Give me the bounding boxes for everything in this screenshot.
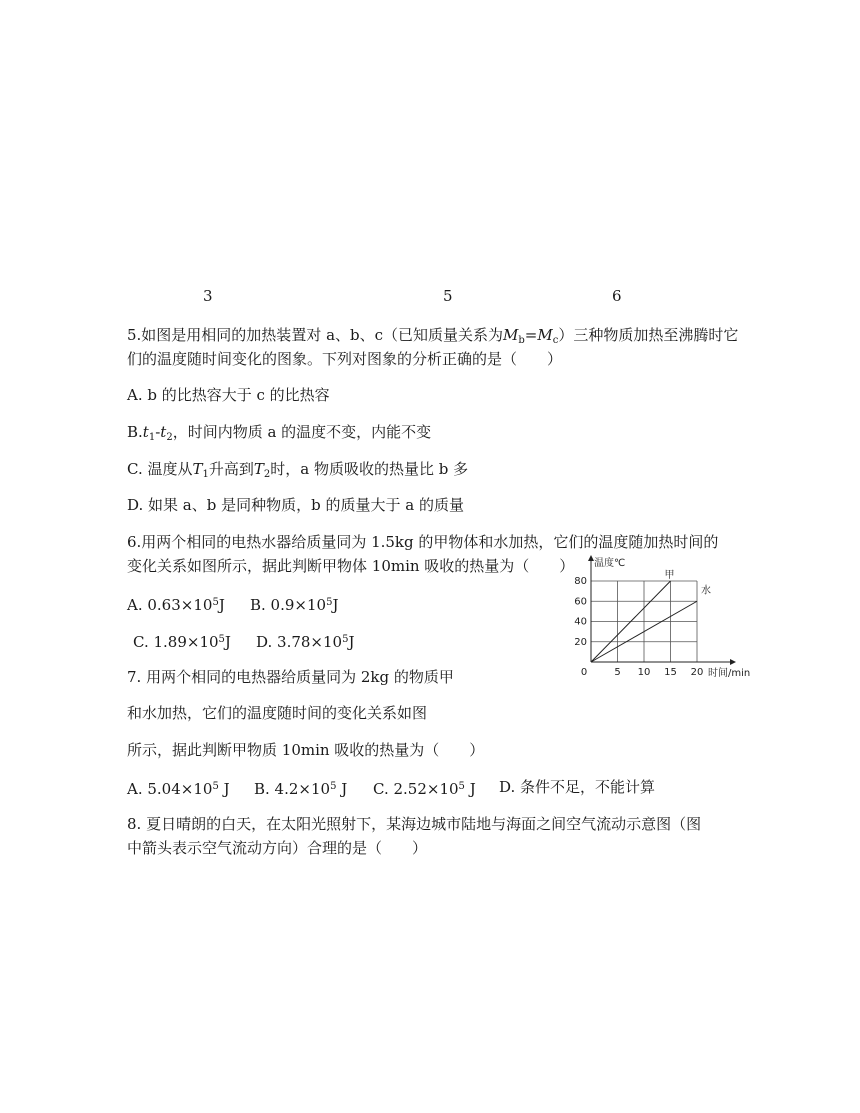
page-number-3: 3 bbox=[203, 287, 213, 305]
x-tick-label: 15 bbox=[664, 667, 677, 678]
q6-stem-line2: 变化关系如图所示，据此判断甲物体 10min 吸收的热量为（ ） bbox=[127, 557, 575, 575]
q6-option-d: D. $3.78\times 10^5J$ bbox=[256, 633, 355, 651]
q5-option-a: A. b 的比热容大于 c 的比热容 bbox=[127, 386, 330, 404]
q5-option-b: $B.t_1-t_2$，时间内物质 a 的温度不变，内能不变 bbox=[127, 423, 432, 443]
q5-option-c: C. 温度从$T_1$升高到$T_2$时，a 物质吸收的热量比 b 多 bbox=[127, 460, 469, 480]
q7-option-d: D. 条件不足，不能计算 bbox=[499, 778, 656, 796]
page-number-5: 5 bbox=[443, 287, 453, 305]
q7-stem-line2: 和水加热，它们的温度随时间的变化关系如图 bbox=[127, 704, 428, 722]
q8-stem-line1: 8. 夏日晴朗的白天，在太阳光照射下，某海边城市陆地与海面之间空气流动示意图（图 bbox=[127, 815, 702, 833]
q8-stem-line2: 中箭头表示空气流动方向）合理的是（ ） bbox=[127, 839, 428, 857]
q7-option-c: C. $2.52\times 10^5$ J bbox=[373, 780, 476, 798]
q5-stem-line1: 5.如图是用相同的加热装置对 a、b、c（已知质量关系为$M_b=M_c$）三种物质加热至沸腾时它 bbox=[127, 326, 739, 346]
y-tick-label: 60 bbox=[574, 596, 587, 608]
page-number-6: 6 bbox=[612, 287, 622, 305]
y-axis-label: 温度℃ bbox=[594, 558, 626, 569]
x-tick-label: 5 bbox=[614, 667, 621, 678]
x-tick-label: 10 bbox=[637, 667, 651, 678]
series-label-shui: 水 bbox=[701, 585, 711, 597]
q7-option-b: B. $4.2\times 10^5$ J bbox=[254, 780, 348, 798]
y-tick-label: 80 bbox=[574, 576, 587, 587]
q6-stem-line1: 6.用两个相同的电热水器给质量同为 1.5kg 的甲物体和水加热，它们的温度随加热时间的 bbox=[127, 533, 719, 551]
q7-stem-line3: 所示，据此判断甲物质 10min 吸收的热量为（ ） bbox=[127, 741, 485, 759]
y-tick-label: 40 bbox=[574, 616, 587, 628]
series-label-jia: 甲 bbox=[664, 570, 675, 581]
x-axis-label: 时间/min bbox=[708, 668, 751, 679]
x-tick-label: 0 bbox=[580, 667, 588, 678]
y-tick-label: 20 bbox=[574, 636, 587, 648]
q5-option-d: D. 如果 a、b 是同种物质，b 的质量大于 a 的质量 bbox=[127, 496, 464, 514]
q7-stem-line1: 7. 用两个相同的电热器给质量同为 2kg 的物质甲 bbox=[127, 668, 454, 686]
q6-option-a: A. $0.63\times 10^5J$ bbox=[127, 596, 225, 614]
q7-option-a: A. $5.04\times 10^5$ J bbox=[127, 780, 230, 798]
q5-stem-line2: 们的温度随时间变化的图象。下列对图象的分析正确的是（ ） bbox=[127, 350, 563, 368]
x-tick-label: 20 bbox=[690, 667, 704, 678]
q6-option-b: B. $0.9\times 10^5J$ bbox=[250, 596, 339, 614]
q6-option-c: C. $1.89\times 10^5J$ bbox=[133, 633, 231, 651]
temperature-time-chart bbox=[570, 552, 760, 682]
